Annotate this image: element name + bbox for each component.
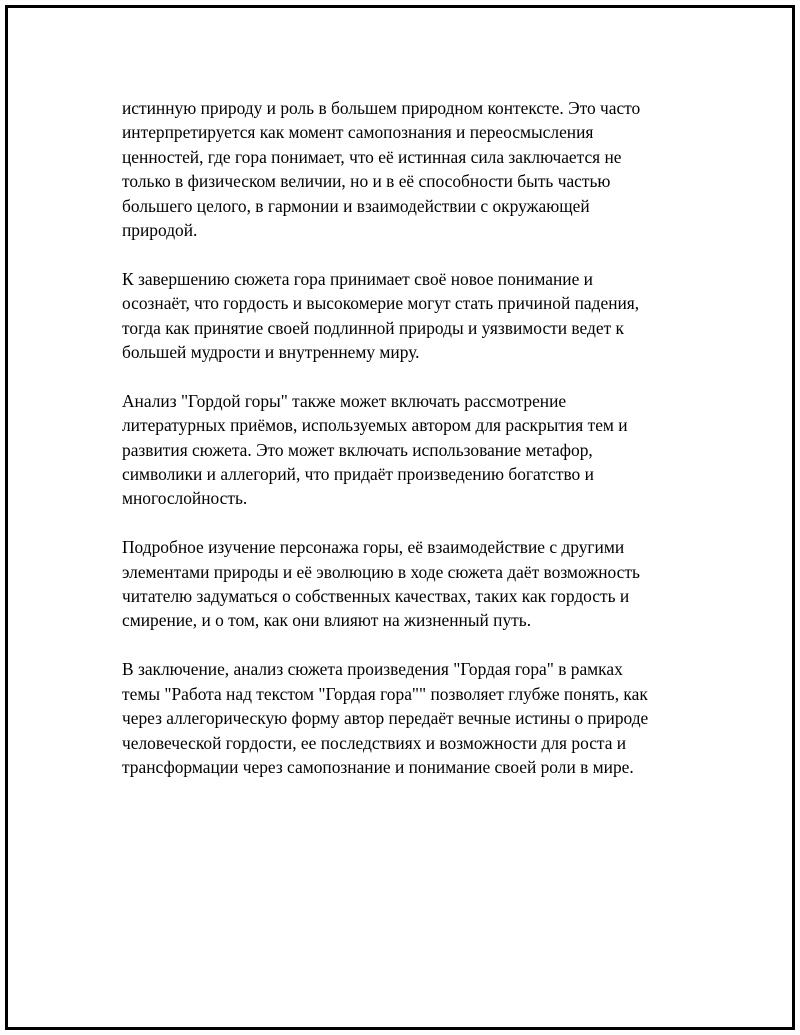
- paragraph-2: К завершению сюжета гора принимает своё новое понимание и осознаёт, что гордость и высокомерие могут стать причиной падения, тогда как принятие своей подлинной природы и уязвимости ведет к большей мудрости и внутреннему миру.: [122, 268, 640, 363]
- paragraph-1: истинную природу и роль в большем природном контексте. Это часто интерпретируется как момент самопознания и переосмысления ценностей, где гора понимает, что её истинная сила заключается не только в физическом величии, но и в её способности быть частью большего целого, в гармонии и взаимодействии с окружающей природой.: [122, 98, 641, 241]
- document-page: [5, 5, 795, 1030]
- paragraph-3: Анализ "Гордой горы" также может включать рассмотрение литературных приёмов, используемых автором для раскрытия тем и развития сюжета. Это может включать использование метафор, символики и аллегорий, что придаёт произведению богатство и многослойность.: [122, 390, 628, 509]
- page-body: [122, 96, 692, 804]
- paragraph-4: Подробное изучение персонажа горы, её взаимодействие с другими элементами природы и её эволюцию в ходе сюжета даёт возможность читателю задуматься о собственных качествах, таких как гордость и смирение, и о том, как они влияют на жизненный путь.: [122, 537, 640, 631]
- paragraph-5: В заключение, анализ сюжета произведения "Гордая гора" в рамках темы "Работа над текстом "Гордая гора"" позволяет глубже понять, как через аллегорическую форму автор передаёт вечные истины о природе человеческой гордости, ее последствиях и возможности для роста и трансформации через самопознание и понимание своей роли в мире.: [122, 659, 649, 777]
